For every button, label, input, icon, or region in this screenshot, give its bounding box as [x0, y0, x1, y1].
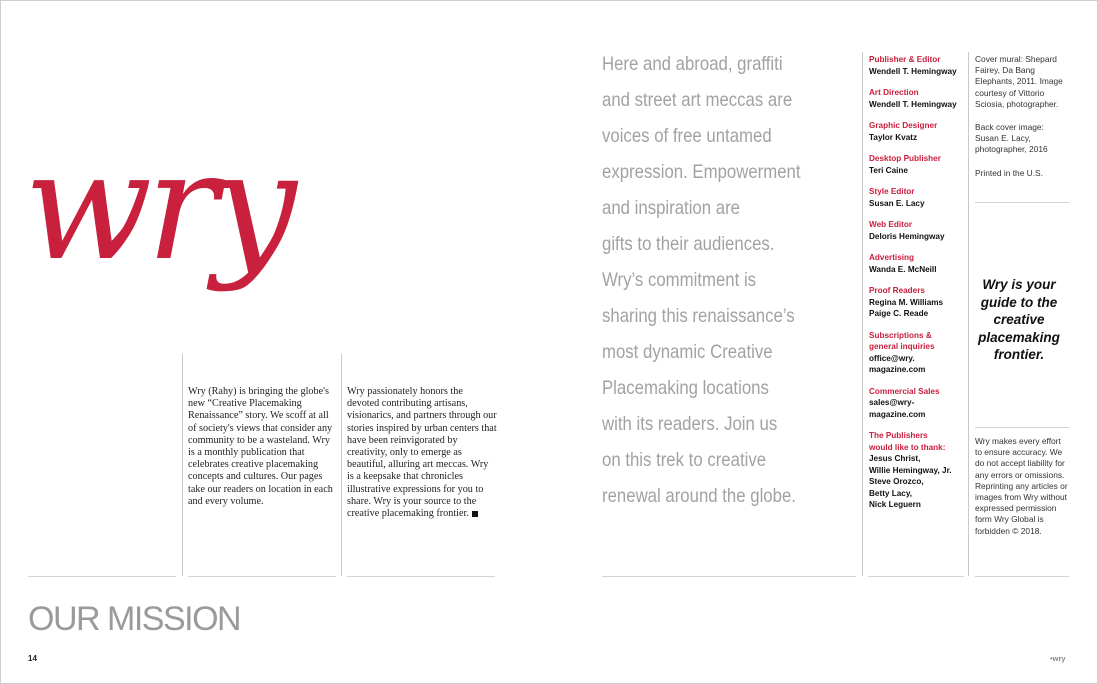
masthead-entry — [869, 120, 967, 143]
pull-quote-line: most dynamic Creative — [602, 341, 773, 363]
masthead-role: Advertising — [869, 253, 915, 262]
masthead-role: The Publishers — [869, 431, 928, 440]
mission-heading: OUR MISSION — [28, 600, 241, 638]
mission-text-2: Wry passionately honors the devoted contributing artisans, visionarics, and partners through our stories inspired by urban centers that have been reinvigorated by creativity, only to emerge as beautiful, alluring art meccas. Wry is a keepsake that chronicles illustrative expressions for you to share. Wry is your source to the creative placemaking frontier. — [347, 386, 497, 520]
masthead-role: would like to thank: — [869, 442, 946, 452]
page-number: 14 — [28, 654, 37, 663]
pull-quote-line: and street art meccas are — [602, 89, 793, 111]
masthead-name: Jesus Christ, — [869, 454, 921, 463]
pull-quote-line: on this trek to creative — [602, 449, 767, 471]
masthead-email: sales@wry- — [869, 398, 915, 407]
pull-quote-line: Placemaking locations — [602, 377, 769, 399]
pull-quote-line: with its readers. Join us — [602, 413, 778, 435]
masthead-name: Taylor Kvatz — [869, 132, 918, 142]
masthead-name: Wanda E. McNeill — [869, 264, 937, 274]
masthead-entry — [869, 430, 967, 511]
masthead-entry — [869, 219, 967, 242]
credits-divider — [968, 52, 969, 576]
masthead-email: magazine.com — [869, 409, 926, 419]
credits-rule — [975, 202, 1069, 203]
folio-logo: •wry — [1050, 654, 1066, 663]
masthead-role: Commercial Sales — [869, 386, 940, 396]
masthead-entry — [869, 386, 967, 421]
pull-quote-line: Wry’s commitment is — [602, 269, 757, 291]
pull-quote-line: gifts to their audiences. — [602, 233, 775, 255]
masthead-entry — [869, 153, 967, 176]
masthead-entry — [869, 186, 967, 209]
pull-quote-line: Here and abroad, graffiti — [602, 53, 783, 75]
mission-column-1 — [188, 386, 336, 508]
masthead-email: magazine.com — [869, 365, 926, 374]
pull-quote-line: and inspiration are — [602, 197, 740, 219]
masthead-name: Teri Caine — [869, 165, 908, 175]
column-divider — [341, 354, 342, 576]
masthead-name: Regina M. Williams — [869, 297, 944, 307]
wry-logo: wry — [24, 120, 291, 294]
masthead-role: Subscriptions & — [869, 330, 932, 340]
pull-quote-line: voices of free untamed — [602, 125, 772, 147]
masthead-entry — [869, 87, 967, 110]
masthead-name: Willie Hemingway, Jr. — [869, 465, 952, 475]
bottom-rule — [602, 576, 856, 577]
masthead-name: Deloris Hemingway — [869, 231, 945, 241]
masthead-name: Paige C. Reade — [869, 309, 929, 318]
masthead-name: Betty Lacy, — [869, 488, 913, 498]
mission-text-1: Wry (Rahy) is bringing the globe's new “Creative Placemaking Renaissance” story. We scoff at all of society's views that consider any community to be a wasteland. Wry is a monthly publication that celebrates creative placemaking concepts and cultures. Our pages take our readers on location in each and every volume. — [188, 386, 333, 507]
bottom-rule — [347, 576, 495, 577]
masthead-name: Steve Orozco, — [869, 477, 924, 486]
pull-quote-line: expression. Empowerment — [602, 161, 801, 183]
back-cover-credit: Back cover image: Susan E. Lacy, photographer, 2016 — [975, 122, 1048, 155]
pull-quote-line: sharing this renaissance’s — [602, 305, 795, 327]
masthead-name: Wendell T. Hemingway — [869, 99, 957, 109]
masthead-name: Susan E. Lacy — [869, 198, 925, 208]
tagline-rule — [975, 427, 1069, 428]
printed-note: Printed in the U.S. — [975, 167, 1043, 178]
masthead-role: Style Editor — [869, 187, 915, 196]
masthead-entry — [869, 285, 967, 320]
tagline: Wry is your guide to the creative placemaking frontier. — [978, 277, 1060, 362]
masthead-role: Proof Readers — [869, 286, 925, 295]
masthead-entry — [869, 54, 967, 77]
masthead — [869, 54, 967, 521]
pull-quote — [602, 46, 834, 514]
bottom-rule — [975, 576, 1069, 577]
cover-credit: Cover mural: Shepard Fairey, Da Bang Elephants, 2011. Image courtesy of Vittorio Sciosia, photographer. — [975, 54, 1063, 109]
masthead-divider — [862, 52, 863, 576]
masthead-role: general inquiries — [869, 342, 935, 351]
bottom-rule — [28, 576, 176, 577]
masthead-role: Web Editor — [869, 220, 913, 229]
end-mark — [472, 511, 478, 517]
mission-column-2 — [347, 386, 497, 520]
disclaimer: Wry makes every effort to ensure accuracy. We do not accept liability for any errors or omissions. Reprinting any articles or images from Wry without expressed permission form Wry Global is forbidden © 2018. — [975, 436, 1068, 536]
bottom-rule — [188, 576, 336, 577]
masthead-email: office@wry. — [869, 353, 915, 363]
column-divider — [182, 354, 183, 576]
masthead-entry — [869, 252, 967, 275]
masthead-role: Art Direction — [869, 88, 919, 97]
bottom-rule — [868, 576, 964, 577]
image-credits — [975, 54, 1067, 191]
masthead-entry — [869, 330, 967, 376]
masthead-name: Wendell T. Hemingway — [869, 66, 957, 76]
masthead-role: Desktop Publisher — [869, 154, 941, 163]
masthead-role: Graphic Designer — [869, 121, 938, 130]
pull-quote-line: renewal around the globe. — [602, 485, 796, 507]
masthead-role: Publisher & Editor — [869, 55, 941, 64]
masthead-name: Nick Leguern — [869, 500, 921, 509]
